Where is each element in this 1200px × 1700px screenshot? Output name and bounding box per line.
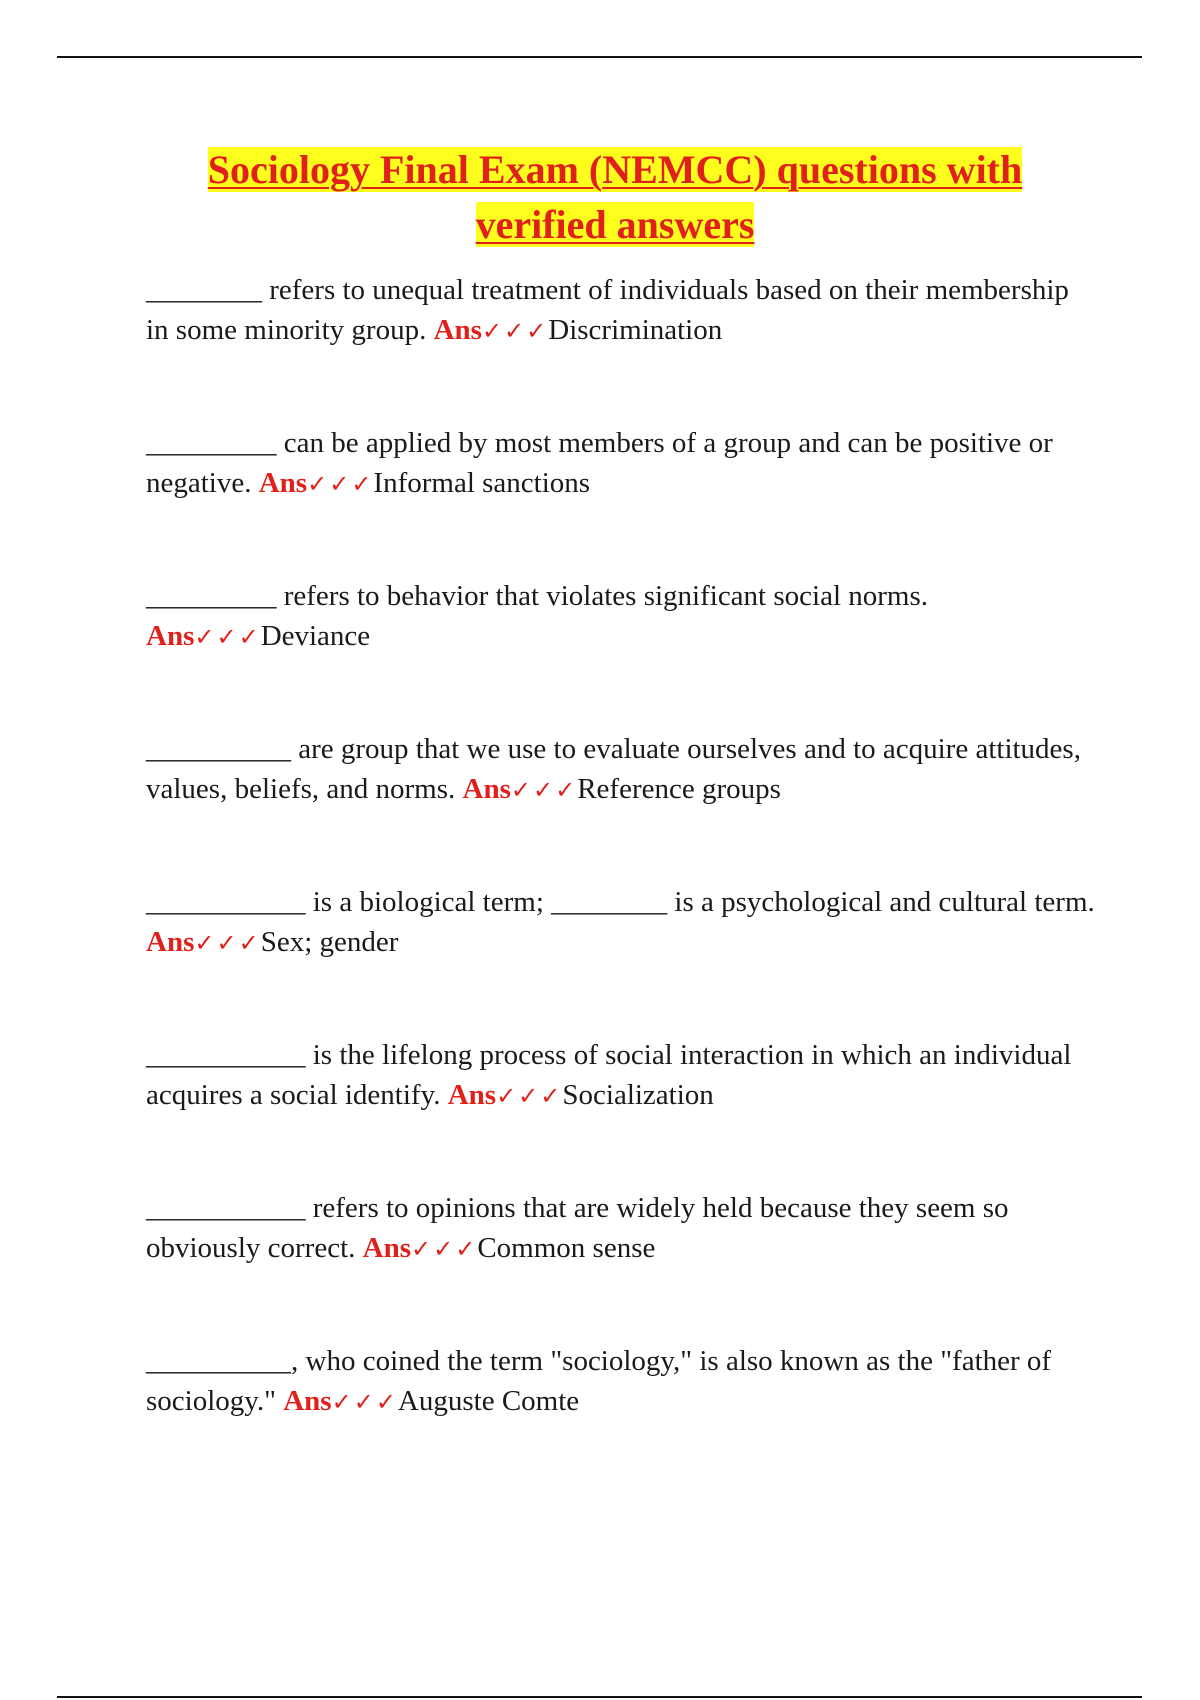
document-title <box>120 142 1110 252</box>
answer-text: Discrimination <box>548 314 723 346</box>
question-text: ___________ is a biological term; ________ is a psychological and cultural term. <box>146 886 1095 918</box>
answer-text: Sex; gender <box>260 926 399 958</box>
question-text: ___________ is the lifelong process of social interaction in which an individual acquires a social identify. <box>146 1039 1072 1111</box>
qa-item-1 <box>146 270 1096 423</box>
answer-label: Ans <box>362 1232 411 1264</box>
question-text: _________ can be applied by most members of a group and can be positive or negative. <box>146 427 1053 499</box>
check-marks-icon: ✓✓✓ <box>194 623 261 651</box>
qa-item-7 <box>146 1188 1096 1341</box>
bottom-rule <box>57 1696 1142 1698</box>
check-marks-icon: ✓✓✓ <box>331 1388 398 1416</box>
question-text: ___________ refers to opinions that are widely held because they seem so obviously correct. <box>146 1192 1009 1264</box>
question-list <box>146 270 1096 1494</box>
title-line-2: verified answers <box>475 202 755 247</box>
check-marks-icon: ✓✓✓ <box>411 1235 478 1263</box>
answer-label: Ans <box>447 1079 497 1111</box>
answer-text: Deviance <box>260 620 371 652</box>
answer-label: Ans <box>146 926 195 958</box>
title-line-1: Sociology Final Exam (NEMCC) questions with <box>207 147 1023 192</box>
check-marks-icon: ✓✓✓ <box>481 317 549 345</box>
answer-label: Ans <box>283 1385 332 1417</box>
qa-item-5 <box>146 882 1096 1035</box>
answer-text: Socialization <box>562 1079 714 1111</box>
answer-text: Common sense <box>477 1232 656 1264</box>
qa-item-6 <box>146 1035 1096 1188</box>
question-text: _________ refers to behavior that violates significant social norms. <box>146 580 929 612</box>
qa-item-4 <box>146 729 1096 882</box>
check-marks-icon: ✓✓✓ <box>510 776 578 804</box>
question-text: ________ refers to unequal treatment of individuals based on their membership in some minority group. <box>146 274 1069 346</box>
answer-text: Informal sanctions <box>373 467 591 499</box>
qa-item-2 <box>146 423 1096 576</box>
answer-text: Reference groups <box>577 773 781 805</box>
answer-label: Ans <box>146 620 195 652</box>
answer-label: Ans <box>258 467 308 499</box>
check-marks-icon: ✓✓✓ <box>194 929 261 957</box>
check-marks-icon: ✓✓✓ <box>496 1082 563 1110</box>
question-text: __________, who coined the term "sociology," is also known as the "father of sociology." <box>146 1345 1052 1417</box>
qa-item-8 <box>146 1341 1096 1494</box>
top-rule <box>57 56 1142 58</box>
check-marks-icon: ✓✓✓ <box>307 470 374 498</box>
question-text: __________ are group that we use to evaluate ourselves and to acquire attitudes, values, beliefs, and norms. <box>146 733 1081 805</box>
answer-label: Ans <box>462 773 511 805</box>
answer-label: Ans <box>433 314 482 346</box>
answer-text: Auguste Comte <box>397 1385 580 1417</box>
qa-item-3 <box>146 576 1096 729</box>
